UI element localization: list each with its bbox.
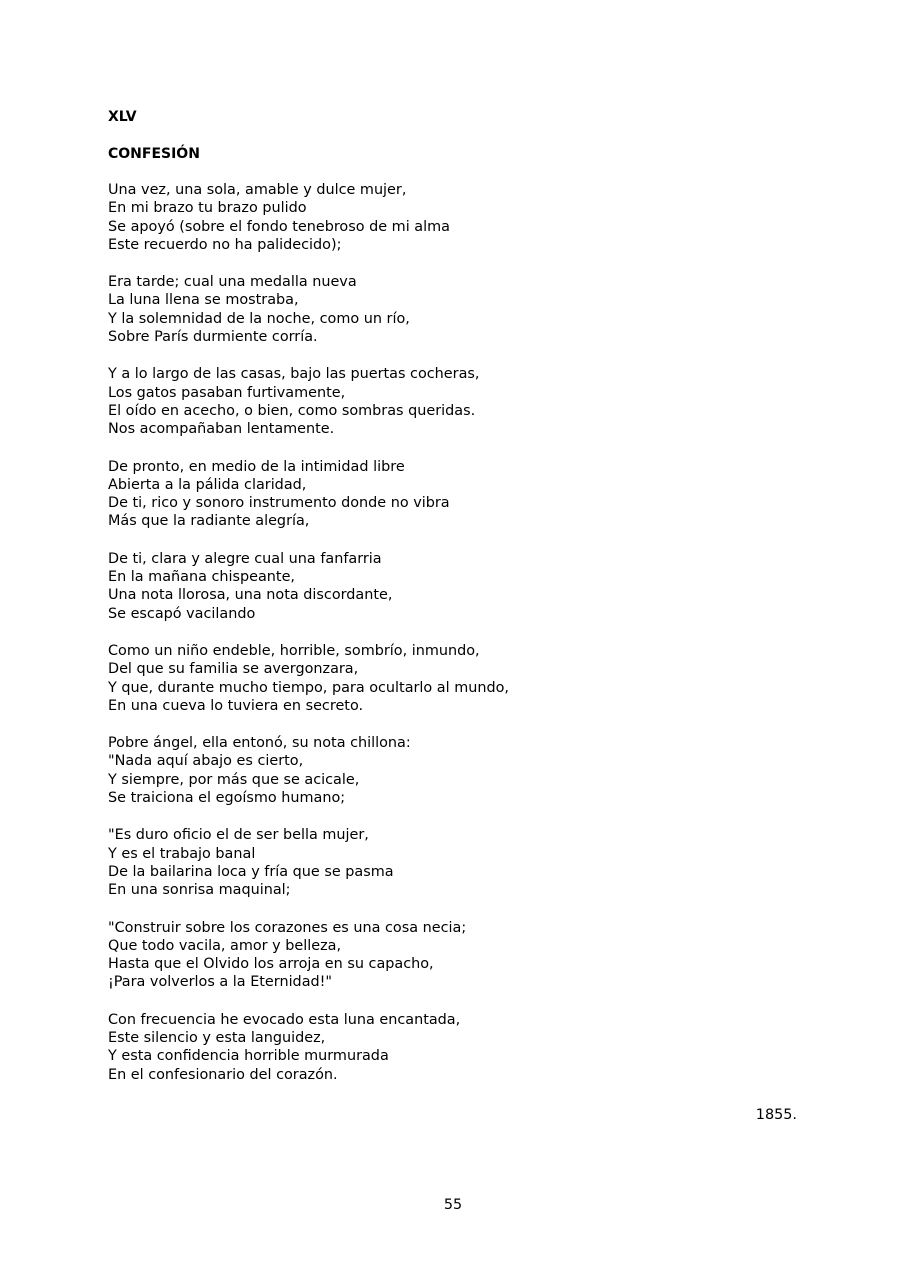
- verse-line: Más que la radiante alegría,: [108, 513, 310, 530]
- verse-line: En la mañana chispeante,: [108, 569, 295, 586]
- poem-title: CONFESIÓN: [108, 146, 200, 162]
- verse-line: De la bailarina loca y fría que se pasma: [108, 863, 394, 880]
- poem-date: 1855.: [755, 1107, 797, 1123]
- stanza: [108, 273, 808, 346]
- verse-line: Del que su familia se avergonzara,: [108, 661, 359, 678]
- verse-line: Era tarde; cual una medalla nueva: [108, 274, 357, 291]
- poem-number: XLV: [108, 109, 137, 125]
- stanza: [108, 550, 808, 623]
- verse-line: Y a lo largo de las casas, bajo las puertas cocheras,: [108, 366, 480, 383]
- verse-line: Una nota llorosa, una nota discordante,: [108, 587, 393, 604]
- stanza: [108, 181, 808, 254]
- verse-line: Nos acompañaban lentamente.: [108, 421, 335, 438]
- verse-line: "Nada aquí abajo es cierto,: [108, 753, 304, 770]
- verse-line: Hasta que el Olvido los arroja en su capacho,: [108, 956, 434, 973]
- verse-line: "Es duro oficio el de ser bella mujer,: [108, 827, 369, 844]
- verse-line: De ti, rico y sonoro instrumento donde no vibra: [108, 495, 450, 512]
- verse-line: El oído en acecho, o bien, como sombras queridas.: [108, 402, 476, 419]
- verse-line: Abierta a la pálida claridad,: [108, 476, 307, 493]
- verse-line: Se traiciona el egoísmo humano;: [108, 790, 346, 807]
- poem-body: [108, 181, 808, 1103]
- stanza: [108, 1011, 808, 1084]
- verse-line: Y esta confidencia horrible murmurada: [108, 1048, 389, 1065]
- stanza: [108, 365, 808, 438]
- stanza: [108, 826, 808, 899]
- verse-line: En una sonrisa maquinal;: [108, 882, 291, 899]
- verse-line: Y que, durante mucho tiempo, para ocultarlo al mundo,: [108, 679, 509, 696]
- verse-line: Y siempre, por más que se acicale,: [108, 771, 360, 788]
- verse-line: La luna llena se mostraba,: [108, 292, 299, 309]
- verse-line: Los gatos pasaban furtivamente,: [108, 384, 346, 401]
- verse-line: Pobre ángel, ella entonó, su nota chillona:: [108, 735, 411, 752]
- verse-line: En mi brazo tu brazo pulido: [108, 200, 307, 217]
- verse-line: Se apoyó (sobre el fondo tenebroso de mi alma: [108, 218, 450, 235]
- verse-line: De pronto, en medio de la intimidad libre: [108, 458, 405, 475]
- verse-line: Con frecuencia he evocado esta luna encantada,: [108, 1011, 461, 1028]
- verse-line: Como un niño endeble, horrible, sombrío, inmundo,: [108, 642, 480, 659]
- page-number: 55: [443, 1197, 463, 1213]
- verse-line: Y la solemnidad de la noche, como un río,: [108, 310, 410, 327]
- verse-line: En el confesionario del corazón.: [108, 1066, 338, 1083]
- verse-line: Se escapó vacilando: [108, 605, 256, 622]
- verse-line: Que todo vacila, amor y belleza,: [108, 937, 342, 954]
- verse-line: Sobre París durmiente corría.: [108, 329, 318, 346]
- verse-line: ¡Para volverlos a la Eternidad!": [108, 974, 333, 991]
- verse-line: Este silencio y esta languidez,: [108, 1029, 326, 1046]
- stanza: [108, 919, 808, 992]
- verse-line: Y es el trabajo banal: [108, 845, 256, 862]
- verse-line: Una vez, una sola, amable y dulce mujer,: [108, 182, 407, 198]
- verse-line: "Construir sobre los corazones es una cosa necia;: [108, 919, 467, 936]
- stanza: [108, 642, 808, 715]
- verse-line: Este recuerdo no ha palidecido);: [108, 236, 342, 253]
- verse-line: De ti, clara y alegre cual una fanfarria: [108, 550, 382, 567]
- stanza: [108, 734, 808, 807]
- verse-line: En una cueva lo tuviera en secreto.: [108, 697, 364, 714]
- stanza: [108, 458, 808, 531]
